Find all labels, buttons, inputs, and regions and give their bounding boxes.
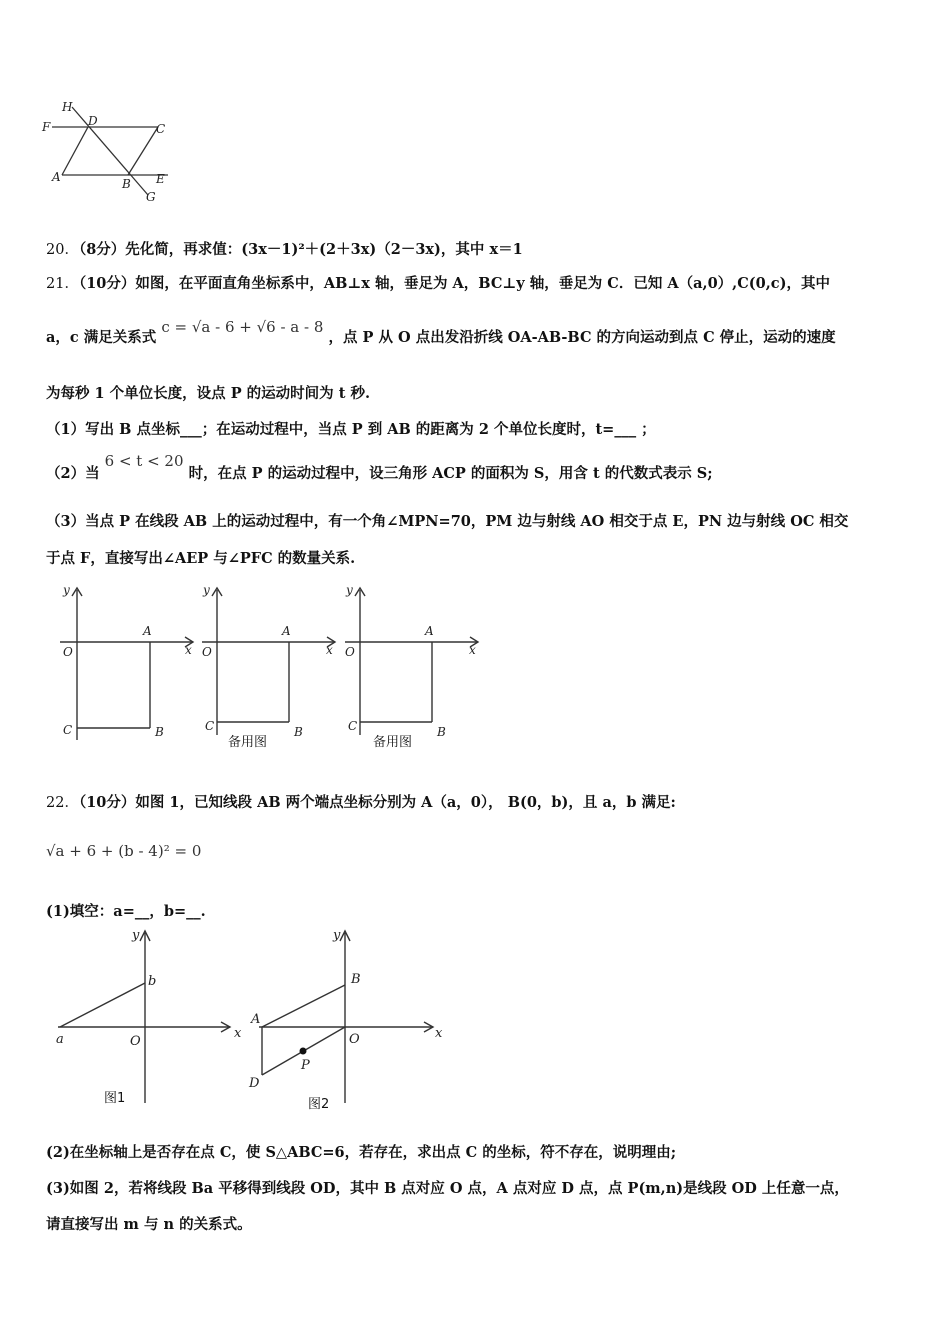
question-20 bbox=[46, 238, 523, 259]
fig2-a-label: A bbox=[251, 1012, 261, 1027]
q21-figure-backup-1 bbox=[200, 580, 345, 750]
fig2-y-label: y bbox=[333, 928, 341, 943]
fig2-d-label: D bbox=[249, 1076, 260, 1091]
q21-part1: （1）写出 B 点坐标___；在运动过程中，当点 P 到 AB 的距离为 2 个单位长度时，t=___ ； bbox=[46, 421, 656, 438]
q21-line2-post: ，点 P 从 O 点出发沿折线 OA-AB-BC 的方向运动到点 C 停止，运动的速度 bbox=[328, 329, 836, 346]
label-d: D bbox=[88, 114, 98, 128]
q22-figure-2 bbox=[245, 925, 450, 1105]
q21-formula: c = √a - 6 + √6 - a - 8 bbox=[161, 318, 324, 336]
svg-text:O: O bbox=[345, 645, 355, 659]
line-da bbox=[62, 127, 88, 175]
svg-text:B: B bbox=[437, 725, 446, 739]
q21-part2-post: 时，在点 P 的运动过程中，设三角形 ACP 的面积为 S，用含 t 的代数式表示 S; bbox=[188, 465, 713, 482]
label-g: G bbox=[146, 190, 156, 204]
svg-text:x: x bbox=[326, 643, 333, 657]
figure-1-label: 图1 bbox=[104, 1091, 126, 1106]
point-p bbox=[300, 1048, 307, 1055]
q20-text: （8分）先化简，再求值：(3x－1)²＋(2＋3x)（2－3x)，其中 x＝1 bbox=[78, 241, 523, 258]
line-hg bbox=[72, 107, 148, 195]
svg-text:y: y bbox=[346, 583, 353, 597]
label-h: H bbox=[62, 100, 73, 114]
svg-text:A: A bbox=[282, 624, 291, 638]
q21-line1: （10分）如图，在平面直角坐标系中，AB⊥x 轴，垂足为 A，BC⊥y 轴，垂足为 C．已知 A（a,0）,C(0,c)，其中 bbox=[78, 275, 830, 292]
svg-text:A: A bbox=[425, 624, 434, 638]
axis-x-label: x bbox=[185, 643, 192, 657]
q22-part3b: 请直接写出 m 与 n 的关系式。 bbox=[46, 1216, 252, 1233]
label-b: B bbox=[122, 177, 131, 191]
fig1-origin-label: O bbox=[130, 1034, 141, 1049]
q21-part2-pre: （2）当 bbox=[46, 465, 100, 482]
q22-part1: (1)填空：a=__，b=__. bbox=[46, 903, 206, 920]
point-a-label: A bbox=[143, 624, 152, 638]
fig2-b-label: B bbox=[351, 972, 361, 987]
backup-figure-label-1: 备用图 bbox=[228, 735, 268, 750]
fig2-p-label: P bbox=[301, 1058, 310, 1073]
q22-part2: (2)在坐标轴上是否存在点 C，使 S△ABC=6，若存在，求出点 C 的坐标，符不存在，说明理由; bbox=[46, 1144, 677, 1161]
fig2-x-label: x bbox=[435, 1026, 443, 1041]
q22-figure-1 bbox=[48, 925, 253, 1105]
q22-line1: （10分）如图 1，已知线段 AB 两个端点坐标分别为 A（a，0）， B(0，b)，且 a，b 满足: bbox=[78, 794, 676, 811]
fig1-b-label: b bbox=[148, 974, 157, 989]
fig1-y-label: y bbox=[132, 928, 140, 943]
question-21-line2 bbox=[46, 318, 836, 347]
axis-y-label: y bbox=[63, 583, 70, 597]
point-b-label: B bbox=[155, 725, 164, 739]
label-e: E bbox=[156, 172, 165, 186]
q21-part3a: （3）当点 P 在线段 AB 上的运动过程中，有一个角∠MPN=70，PM 边与射线 AO 相交于点 E，PN 边与射线 OC 相交 bbox=[46, 513, 849, 530]
label-f: F bbox=[42, 120, 51, 134]
point-c-label: C bbox=[63, 723, 73, 737]
fig1-a-label: a bbox=[56, 1032, 64, 1047]
svg-text:C: C bbox=[348, 719, 358, 733]
origin-label: O bbox=[63, 645, 73, 659]
label-c: C bbox=[156, 122, 166, 136]
q21-part3b: 于点 F，直接写出∠AEP 与∠PFC 的数量关系. bbox=[46, 550, 356, 567]
q21-part2-condition: 6 < t < 20 bbox=[104, 452, 184, 470]
backup-figure-label-2: 备用图 bbox=[373, 735, 413, 750]
fig1-x-label: x bbox=[234, 1026, 242, 1041]
svg-text:O: O bbox=[202, 645, 212, 659]
question-21-line1 bbox=[46, 272, 830, 293]
q21-number: 21． bbox=[46, 276, 79, 292]
line-cb bbox=[128, 127, 158, 175]
q21-line2-pre: a，c 满足关系式 bbox=[46, 329, 157, 346]
svg-text:x: x bbox=[469, 643, 476, 657]
q21-line3: 为每秒 1 个单位长度，设点 P 的运动时间为 t 秒. bbox=[46, 385, 371, 402]
fig2-origin-label: O bbox=[349, 1032, 360, 1047]
q22-number: 22． bbox=[46, 795, 79, 811]
figure-2-label: 图2 bbox=[308, 1097, 330, 1112]
q22-part3a: (3)如图 2，若将线段 Ba 平移得到线段 OD，其中 B 点对应 O 点，A 点对应 D 点，点 P(m,n)是线段 OD 上任意一点， bbox=[46, 1180, 849, 1197]
q22-formula: √a + 6 + (b - 4)² = 0 bbox=[46, 842, 202, 860]
svg-text:B: B bbox=[294, 725, 303, 739]
q21-figure-backup-2 bbox=[343, 580, 488, 750]
svg-text:y: y bbox=[203, 583, 210, 597]
q20-number: 20． bbox=[46, 242, 79, 258]
svg-text:C: C bbox=[205, 719, 215, 733]
parallelogram-figure bbox=[40, 95, 180, 205]
q21-part2 bbox=[46, 452, 713, 483]
question-22-line1 bbox=[46, 791, 676, 812]
q21-figure-main bbox=[55, 580, 200, 750]
label-a: A bbox=[52, 170, 61, 184]
